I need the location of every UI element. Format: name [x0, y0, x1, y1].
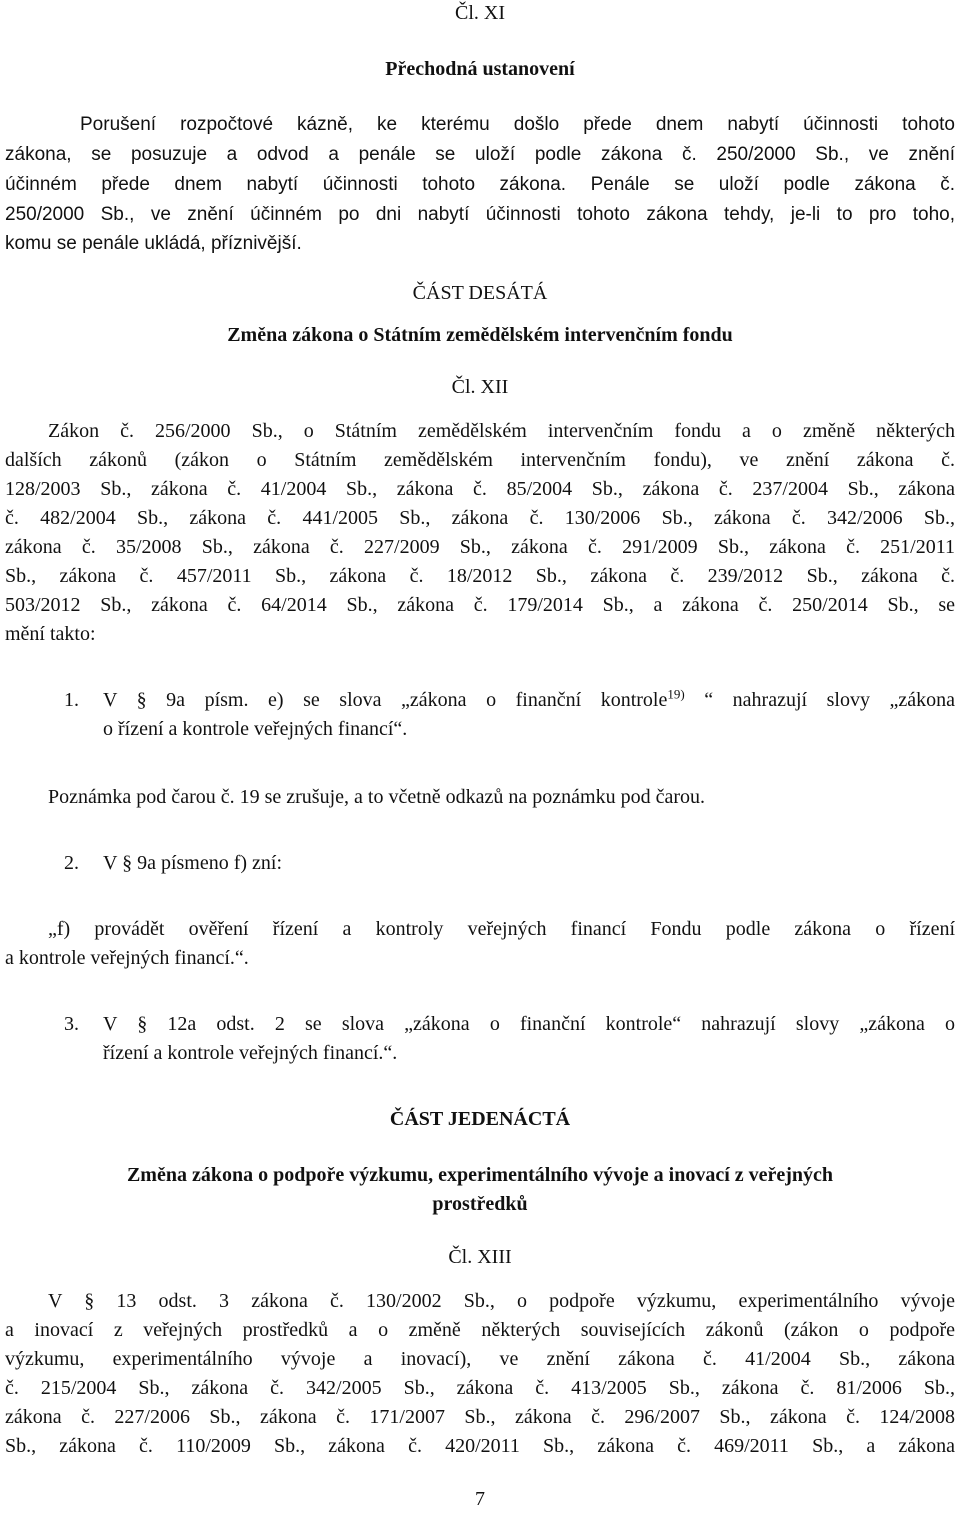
part-ten-line-7: 503/2012 Sb., zákona č. 64/2014 Sb., zákona č. 179/2014 Sb., a zákona č. 250/2014 Sb., se: [5, 594, 955, 616]
part-ten-line-8: mění takto:: [5, 623, 96, 645]
item-3-line-2: řízení a kontrole veřejných financí.“.: [103, 1042, 398, 1064]
item-3-line-1: V § 12a odst. 2 se slova „zákona o finanční kontrole“ nahrazují slovy „zákona o: [103, 1013, 955, 1035]
item-1-line-2: o řízení a kontrole veřejných financí“.: [103, 718, 408, 740]
article-xiii-label: Čl. XIII: [448, 1246, 512, 1268]
part-ten-line-1: Zákon č. 256/2000 Sb., o Státním zemědělském intervenčním fondu a o změně některých: [48, 420, 955, 442]
part-ten-line-2: dalších zákonů (zákon o Státním zemědělském intervenčním fondu), ve znění zákona č.: [5, 449, 955, 471]
item-2-text: V § 9a písmeno f) zní:: [103, 852, 283, 874]
part-eleven-line-1: V § 13 odst. 3 zákona č. 130/2002 Sb., o podpoře výzkumu, experimentálního vývoje: [48, 1290, 955, 1312]
footnote-note: Poznámka pod čarou č. 19 se zrušuje, a to včetně odkazů na poznámku pod čarou.: [48, 786, 705, 808]
page-number: 7: [475, 1488, 485, 1510]
quote-line-1: „f) provádět ověření řízení a kontroly veřejných financí Fondu podle zákona o řízení: [48, 918, 955, 940]
item-1-line-1: [103, 686, 955, 712]
part-ten-line-5: zákona č. 35/2008 Sb., zákona č. 227/2009 Sb., zákona č. 291/2009 Sb., zákona č. 251/2011: [5, 536, 955, 558]
article-xi-heading: Přechodná ustanovení: [385, 58, 575, 80]
quote-line-2: a kontrole veřejných financí.“.: [5, 947, 249, 969]
article-xi-line-3: účinném přede dnem nabytí účinnosti tohoto zákona. Penále se uloží podle zákona č.: [5, 174, 955, 195]
article-xi-line-4: 250/2000 Sb., ve znění účinném po dni nabytí účinnosti tohoto zákona tehdy, je-li to pro toho,: [5, 204, 955, 225]
part-ten-line-4: č. 482/2004 Sb., zákona č. 441/2005 Sb., zákona č. 130/2006 Sb., zákona č. 342/2006 Sb.,: [5, 507, 955, 529]
footnote-ref: 19): [667, 686, 685, 702]
item-2-number: 2.: [64, 852, 79, 874]
part-eleven-line-6: Sb., zákona č. 110/2009 Sb., zákona č. 420/2011 Sb., zákona č. 469/2011 Sb., a zákona: [5, 1435, 955, 1457]
article-xi-line-2: zákona, se posuzuje a odvod a penále se uloží podle zákona č. 250/2000 Sb., ve znění: [5, 144, 955, 165]
part-ten-line-3: 128/2003 Sb., zákona č. 41/2004 Sb., zákona č. 85/2004 Sb., zákona č. 237/2004 Sb., zákona: [5, 478, 955, 500]
item-3-number: 3.: [64, 1013, 79, 1035]
part-ten-line-6: Sb., zákona č. 457/2011 Sb., zákona č. 18/2012 Sb., zákona č. 239/2012 Sb., zákona č.: [5, 565, 955, 587]
part-eleven-subtitle-1: Změna zákona o podpoře výzkumu, experimentálního vývoje a inovací z veřejných: [126, 1164, 834, 1186]
part-eleven-line-2: a inovací z veřejných prostředků a o změně některých souvisejících zákonů (zákon o podpoře: [5, 1319, 955, 1341]
article-xi-label: Čl. XI: [455, 2, 505, 24]
item-1-number: 1.: [64, 689, 79, 711]
part-eleven-line-3: výzkumu, experimentálního vývoje a inovací), ve znění zákona č. 41/2004 Sb., zákona: [5, 1348, 955, 1370]
part-eleven-title: ČÁST JEDENÁCTÁ: [389, 1108, 571, 1130]
item-1-text-after: “ nahrazují slovy „zákona: [704, 689, 955, 711]
article-xi-line-1: Porušení rozpočtové kázně, ke kterému došlo přede dnem nabytí účinnosti tohoto: [80, 114, 955, 135]
part-eleven-line-5: zákona č. 227/2006 Sb., zákona č. 171/2007 Sb., zákona č. 296/2007 Sb., zákona č. 124/2008: [5, 1406, 955, 1428]
part-ten-title: ČÁST DESÁTÁ: [412, 282, 548, 304]
article-xi-line-5: komu se penále ukládá, příznivější.: [5, 233, 302, 254]
part-eleven-line-4: č. 215/2004 Sb., zákona č. 342/2005 Sb., zákona č. 413/2005 Sb., zákona č. 81/2006 Sb.,: [5, 1377, 955, 1399]
part-eleven-subtitle-2: prostředků: [432, 1193, 528, 1215]
article-xii-label: Čl. XII: [451, 376, 509, 398]
part-ten-subtitle: Změna zákona o Státním zemědělském intervenčním fondu: [227, 324, 733, 346]
item-1-text-before: V § 9a písm. e) se slova „zákona o finanční kontrole: [103, 689, 668, 711]
